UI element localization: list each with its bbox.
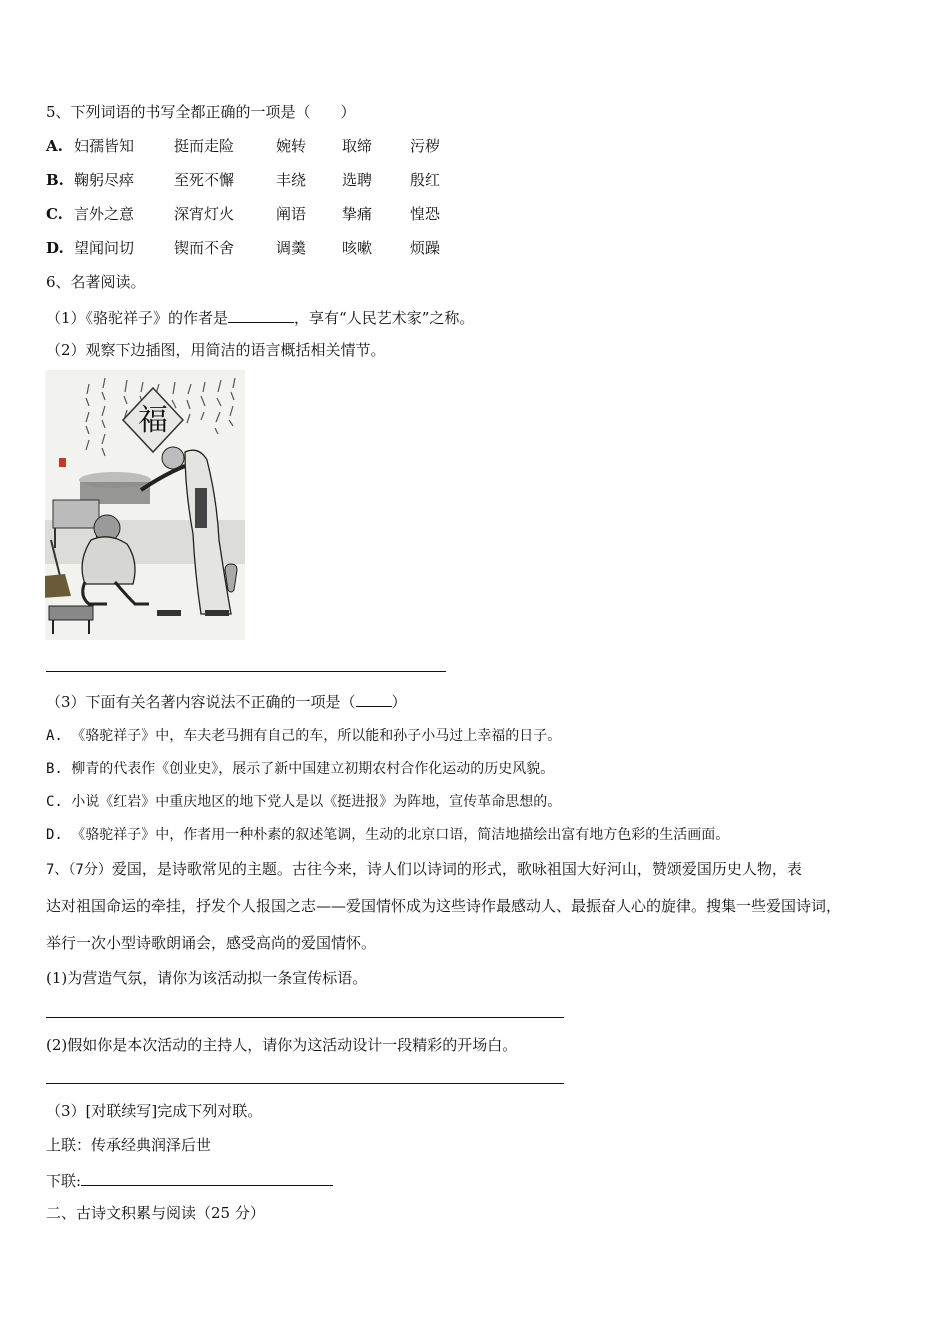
answer-blank[interactable]	[356, 690, 392, 707]
option-word: 妇孺皆知	[74, 137, 135, 155]
q5-stem: 5、下列词语的书写全都正确的一项是（ ）	[46, 103, 356, 121]
q6-option-b: B. 柳青的代表作《创业史》，展示了新中国建立初期农村合作化运动的历史风貌。	[46, 761, 555, 777]
q7-line2: 达对祖国命运的牵挂，抒发个人报国之志——爱国情怀成为这些诗作最感动人、最振奋人心的旋律。搜集一些爱国诗词，	[46, 897, 842, 915]
illustration-drawing	[45, 370, 245, 640]
q6-part3-text-end: ）	[391, 693, 407, 711]
option-word: 挺而走险	[174, 137, 235, 155]
option-word: 烦躁	[410, 239, 441, 257]
q6-option-a: A. 《骆驼祥子》中，车夫老马拥有自己的车，所以能和孙子小马过上幸福的日子。	[46, 728, 562, 744]
option-word: 咳嗽	[342, 239, 373, 257]
q6-option-c: C. 小说《红岩》中重庆地区的地下党人是以《挺进报》为阵地，宣传革命思想的。	[46, 794, 562, 810]
option-letter: C.	[46, 205, 63, 223]
q7-line1-text: 爱国，是诗歌常见的主题。古往今来，诗人们以诗词的形式，歌咏祖国大好河山，赞颂爱国历史人物，表	[111, 860, 802, 878]
option-word: 阐语	[276, 205, 307, 223]
q7-part2: (2)假如你是本次活动的主持人，请你为这活动设计一段精彩的开场白。	[46, 1036, 518, 1054]
option-word: 至死不懈	[174, 171, 235, 189]
q7-number: 7、（7分）	[46, 862, 112, 878]
option-letter: D.	[46, 239, 64, 257]
option-word: 婉转	[276, 137, 307, 155]
couplet-lower-label: 下联:	[46, 1172, 82, 1190]
option-word: 言外之意	[74, 205, 135, 223]
option-word: 惶恐	[410, 205, 441, 223]
q6-option-d: D. 《骆驼祥子》中，作者用一种朴素的叙述笔调，生动的北京口语，简洁地描绘出富有地方色彩的生活画面。	[46, 827, 730, 843]
option-word: 鞠躬尽瘁	[74, 171, 135, 189]
q6-part3-text: （3）下面有关名著内容说法不正确的一项是（	[46, 693, 356, 711]
option-letter: B.	[46, 171, 64, 189]
q7-part1: (1)为营造气氛，请你为该活动拟一条宣传标语。	[46, 969, 368, 987]
option-word: 丰绕	[276, 171, 307, 189]
q6-part1-text: （1）《骆驼祥子》的作者是	[46, 309, 229, 327]
answer-line[interactable]	[46, 671, 446, 672]
option-word: 取缔	[342, 137, 373, 155]
option-word: 调羹	[276, 239, 307, 257]
option-word: 挚痛	[342, 205, 373, 223]
answer-blank[interactable]	[228, 306, 294, 323]
option-word: 望闻问切	[74, 239, 135, 257]
q6-part3	[46, 690, 407, 712]
fu-character: 福	[138, 403, 168, 438]
couplet-upper: 上联：传承经典润泽后世	[46, 1136, 212, 1154]
q6-part2: （2）观察下边插图，用简洁的语言概括相关情节。	[46, 341, 386, 359]
answer-line[interactable]	[46, 1017, 564, 1018]
couplet-lower	[46, 1169, 333, 1191]
option-word: 深宵灯火	[174, 205, 235, 223]
answer-line[interactable]	[46, 1083, 564, 1084]
answer-blank[interactable]	[81, 1169, 333, 1186]
option-word: 锲而不舍	[174, 239, 235, 257]
q6-part1	[46, 306, 474, 328]
option-word: 选聘	[342, 171, 373, 189]
q6-stem: 6、名著阅读。	[46, 273, 146, 291]
q7-line1	[46, 859, 802, 880]
q6-part1-text-end: ，享有“人民艺术家”之称。	[294, 309, 475, 327]
option-word: 殷红	[410, 171, 441, 189]
q7-part3: （3）[对联续写]完成下列对联。	[46, 1102, 263, 1120]
option-letter: A.	[46, 137, 63, 155]
section-2-heading: 二、古诗文积累与阅读（25 分）	[46, 1204, 265, 1222]
illustration-image	[45, 370, 245, 640]
option-word: 污秽	[410, 137, 441, 155]
q7-line3: 举行一次小型诗歌朗诵会，感受高尚的爱国情怀。	[46, 934, 377, 952]
